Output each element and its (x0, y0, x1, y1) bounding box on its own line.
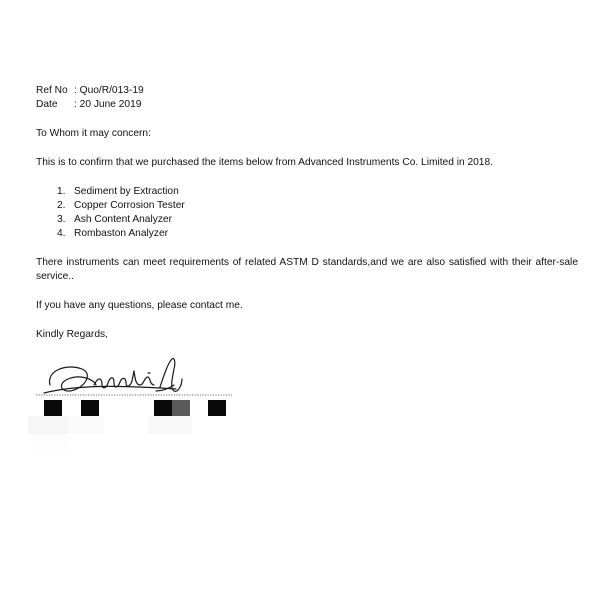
list-item-number: 4. (57, 228, 66, 239)
list-item (57, 227, 168, 240)
list-item-number: 2. (57, 200, 66, 211)
list-item (57, 213, 172, 226)
date-label: Date (36, 99, 58, 110)
ref-number-row (36, 84, 144, 97)
list-item-label: Copper Corrosion Tester (74, 200, 185, 211)
date-row (36, 98, 141, 111)
body-paragraph: There instruments can meet requirements of related ASTM D standards,and we are also satisfied with their after-sale service.. (36, 257, 578, 282)
closing: Kindly Regards, (36, 329, 108, 340)
ref-number-label: Ref No (36, 85, 68, 96)
date-value: : 20 June 2019 (74, 99, 142, 110)
list-item (57, 199, 185, 212)
contact-line: If you have any questions, please contact me. (36, 300, 243, 311)
list-item-label: Rombaston Analyzer (74, 228, 168, 239)
list-item-label: Ash Content Analyzer (74, 214, 172, 225)
list-item-number: 3. (57, 214, 66, 225)
list-item (57, 185, 179, 198)
list-item-label: Sediment by Extraction (74, 186, 179, 197)
redaction-mosaic (28, 396, 238, 456)
list-item-number: 1. (57, 186, 66, 197)
salutation: To Whom it may concern: (36, 128, 151, 139)
ref-number-value: : Quo/R/013-19 (74, 85, 144, 96)
intro-paragraph: This is to confirm that we purchased the items below from Advanced Instruments Co. Limited in 2018. (36, 157, 493, 168)
